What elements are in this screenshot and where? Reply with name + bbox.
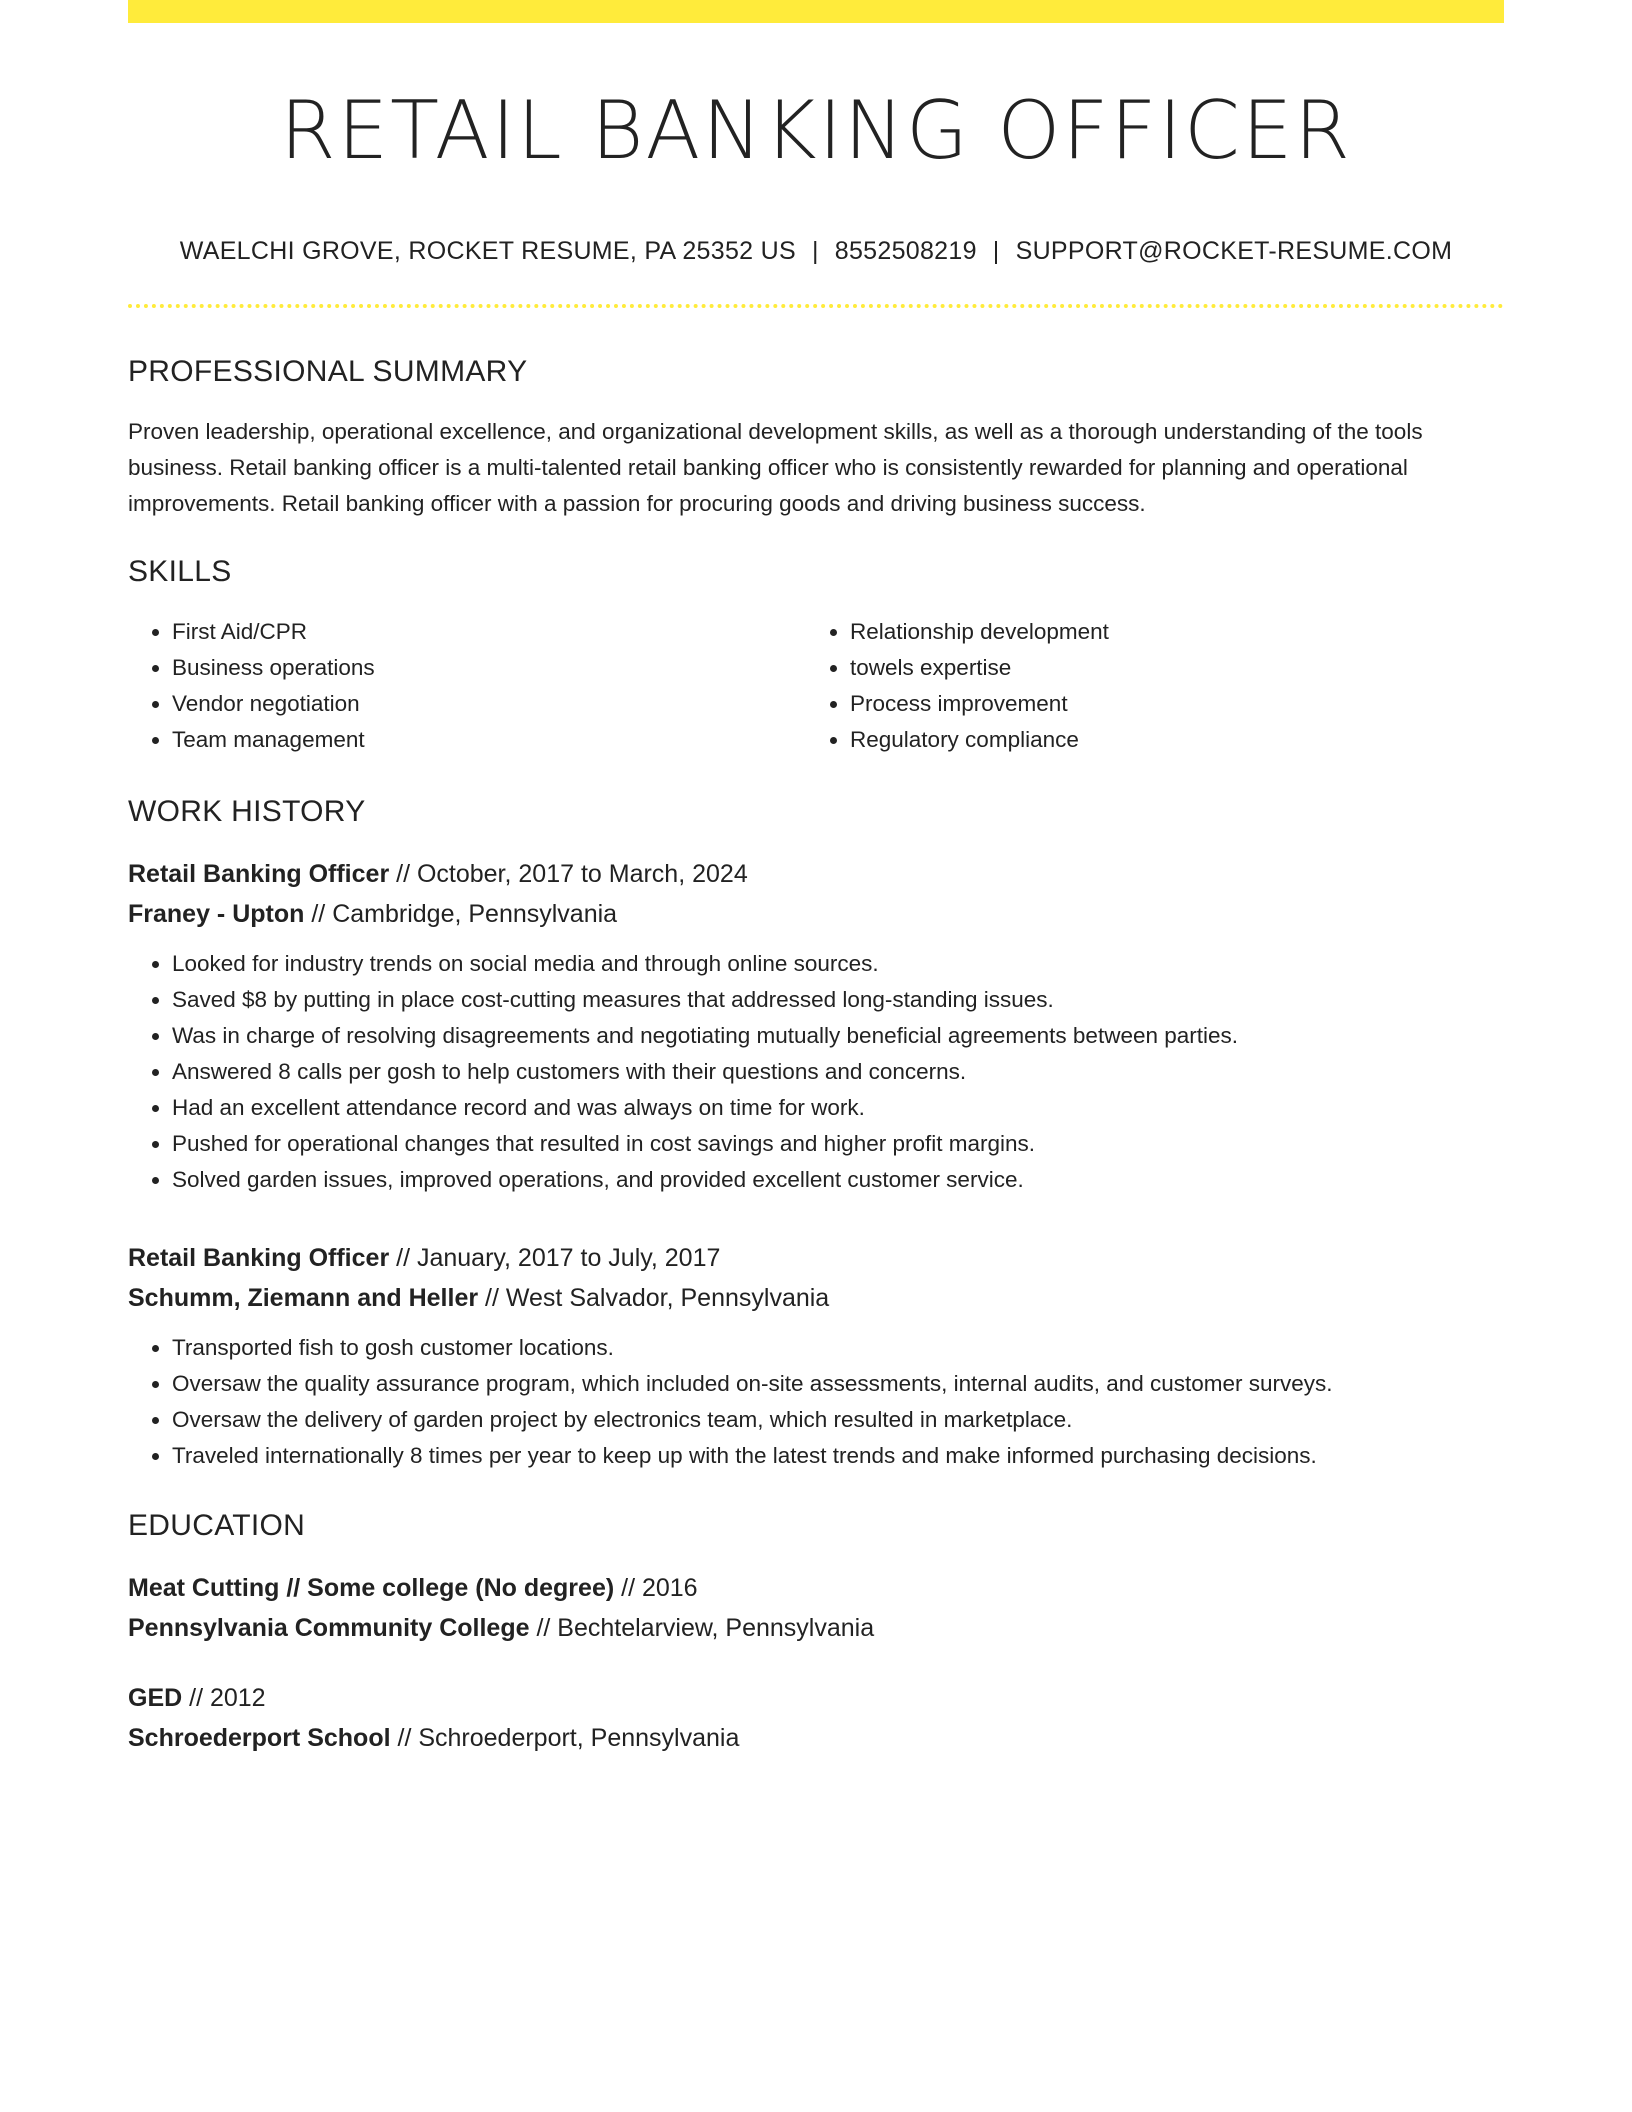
education-year: // 2016	[614, 1574, 698, 1602]
skill-item: • towels expertise	[850, 650, 1484, 686]
skill-item: • Regulatory compliance	[850, 722, 1484, 758]
job-bullet: • Was in charge of resolving disagreements and negotiating mutually beneficial agreements between parties.	[172, 1018, 1504, 1054]
education-school: Pennsylvania Community College	[128, 1614, 530, 1642]
job-entry	[128, 1238, 1504, 1474]
job-bullet: • Solved garden issues, improved operations, and provided excellent customer service.	[172, 1162, 1504, 1198]
skill-item: • Vendor negotiation	[172, 686, 806, 722]
job-bullet: • Traveled internationally 8 times per year to keep up with the latest trends and make informed purchasing decisions.	[172, 1438, 1504, 1474]
education-entry	[128, 1678, 1504, 1758]
job-company-line	[128, 1278, 1504, 1318]
job-bullet: • Oversaw the delivery of garden project by electronics team, which resulted in marketplace.	[172, 1402, 1504, 1438]
education-year: // 2012	[182, 1684, 266, 1712]
skills-column-left	[128, 614, 806, 758]
skill-item: • Business operations	[172, 650, 806, 686]
job-company: Franey - Upton	[128, 900, 305, 928]
job-bullet: • Looked for industry trends on social media and through online sources.	[172, 946, 1504, 982]
education-location: // Schroederport, Pennsylvania	[390, 1724, 740, 1752]
education-entry	[128, 1568, 1504, 1648]
education-degree-line	[128, 1568, 1504, 1608]
job-location: // West Salvador, Pennsylvania	[478, 1284, 830, 1312]
job-bullet: • Saved $8 by putting in place cost-cutting measures that addressed long-standing issues.	[172, 982, 1504, 1018]
skill-item: • Team management	[172, 722, 806, 758]
top-accent-bar	[128, 0, 1504, 23]
job-title: Retail Banking Officer	[128, 1244, 390, 1272]
education-degree: GED	[128, 1684, 183, 1712]
job-bullet: • Oversaw the quality assurance program, which included on-site assessments, internal audits, and customer surveys.	[172, 1366, 1504, 1402]
job-title-line	[128, 854, 1504, 894]
job-title-line	[128, 1238, 1504, 1278]
job-title: Retail Banking Officer	[128, 860, 390, 888]
skill-item: • Relationship development	[850, 614, 1484, 650]
education-degree-line	[128, 1678, 1504, 1718]
contact-phone: 8552508219	[834, 237, 977, 265]
job-dates: // January, 2017 to July, 2017	[389, 1244, 721, 1272]
job-dates: // October, 2017 to March, 2024	[389, 860, 748, 888]
skills-list	[128, 614, 1504, 758]
job-bullet: • Answered 8 calls per gosh to help customers with their questions and concerns.	[172, 1054, 1504, 1090]
job-bullet: • Transported fish to gosh customer locations.	[172, 1330, 1504, 1366]
contact-separator: |	[811, 237, 819, 265]
education-heading: EDUCATION	[128, 1509, 306, 1542]
contact-address: WAELCHI GROVE, ROCKET RESUME, PA 25352 US	[179, 237, 796, 265]
education-school-line	[128, 1718, 1504, 1758]
job-location: // Cambridge, Pennsylvania	[304, 900, 618, 928]
education-location: // Bechtelarview, Pennsylvania	[529, 1614, 875, 1642]
header-divider	[128, 304, 1504, 308]
job-entry	[128, 854, 1504, 1198]
job-company: Schumm, Ziemann and Heller	[128, 1284, 479, 1312]
contact-email: SUPPORT@ROCKET-RESUME.COM	[1015, 237, 1453, 265]
summary-heading: PROFESSIONAL SUMMARY	[128, 355, 528, 388]
summary-text: Proven leadership, operational excellence, and organizational development skills, as well as a thorough understanding of the tools business. Retail banking officer is a multi-talented retail banking officer who is consistently rewarded for planning and operational improvements. Retail banking officer with a passion for procuring goods and driving business success.	[128, 419, 1423, 516]
job-bullets	[128, 1330, 1504, 1474]
skills-heading: SKILLS	[128, 555, 232, 588]
skill-item: • First Aid/CPR	[172, 614, 806, 650]
skills-column-right	[806, 614, 1484, 758]
job-bullets	[128, 946, 1504, 1198]
resume-page	[128, 0, 1504, 1758]
resume-title: RETAIL BANKING OFFICER	[280, 84, 1352, 177]
job-bullet: • Pushed for operational changes that resulted in cost savings and higher profit margins.	[172, 1126, 1504, 1162]
job-company-line	[128, 894, 1504, 934]
education-school-line	[128, 1608, 1504, 1648]
contact-separator: |	[992, 237, 1000, 265]
job-bullet: • Had an excellent attendance record and was always on time for work.	[172, 1090, 1504, 1126]
skill-item: • Process improvement	[850, 686, 1484, 722]
contact-line	[128, 235, 1504, 267]
education-degree: Meat Cutting // Some college (No degree)	[128, 1574, 615, 1602]
work-history-heading: WORK HISTORY	[128, 795, 366, 828]
education-school: Schroederport School	[128, 1724, 391, 1752]
